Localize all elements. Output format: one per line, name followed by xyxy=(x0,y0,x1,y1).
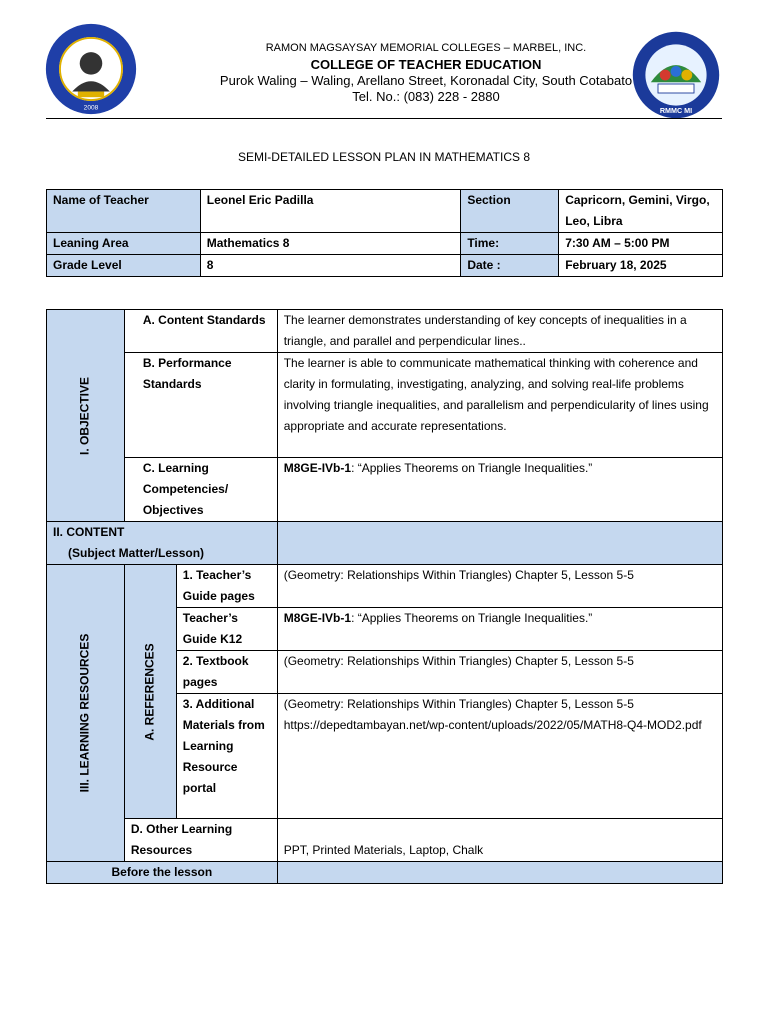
competencies-text xyxy=(277,458,722,522)
objective-heading: I. OBJECTIVE xyxy=(77,376,92,455)
objective-section xyxy=(47,310,125,522)
competencies-label: C. Learning Competencies/ Objectives xyxy=(124,458,277,522)
svg-text:RMMC MI: RMMC MI xyxy=(659,105,693,115)
teacher-value: Leonel Eric Padilla xyxy=(200,190,461,233)
references-section xyxy=(124,565,176,819)
svg-text:2008: 2008 xyxy=(83,104,99,112)
learning-area-label: Leaning Area xyxy=(47,233,201,255)
additional-materials-cell xyxy=(277,694,722,819)
header-divider xyxy=(46,118,722,119)
address: Purok Waling – Waling, Arellano Street, Koronadal City, South Cotabato xyxy=(219,73,633,88)
learning-resources-section xyxy=(47,565,125,862)
learning-area-value: Mathematics 8 xyxy=(200,233,461,255)
teachers-guide-k12-text xyxy=(277,608,722,651)
content-value xyxy=(277,522,722,565)
textbook-text: (Geometry: Relationships Within Triangles) Chapter 5, Lesson 5-5 xyxy=(277,651,722,694)
references-heading: A. REFERENCES xyxy=(142,642,157,741)
textbook-label: 2. Textbook pages xyxy=(176,651,277,694)
k12-code: M8GE-IVb-1 xyxy=(283,611,352,625)
other-resources-label xyxy=(124,819,277,862)
content-heading-cell xyxy=(47,522,278,565)
teacher-info-table xyxy=(46,189,723,277)
other-resources-label-text: D. Other Learning Resources xyxy=(130,822,233,857)
time-value: 7:30 AM – 5:00 PM xyxy=(559,233,723,255)
teachers-guide-text: (Geometry: Relationships Within Triangles) Chapter 5, Lesson 5-5 xyxy=(277,565,722,608)
performance-standards-text: The learner is able to communicate mathematical thinking with coherence and clarity in formulating, investigating, analyzing, and solving real-life problems involving triangle inequalities, and parallelism and perpendicularity of lines using appropriate and accurate representations. xyxy=(277,353,722,458)
before-lesson-label: Before the lesson xyxy=(47,862,278,884)
grade-level-label: Grade Level xyxy=(47,255,201,277)
telephone: Tel. No.: (083) 228 - 2880 xyxy=(352,89,500,104)
teachers-guide-k12-label: Teacher’s Guide K12 xyxy=(176,608,277,651)
content-heading: II. CONTENT xyxy=(53,525,125,539)
k12-description: : “Applies Theorems on Triangle Inequalities.” xyxy=(351,611,593,625)
college-name: COLLEGE OF TEACHER EDUCATION xyxy=(310,57,542,72)
teacher-label: Name of Teacher xyxy=(47,190,201,233)
section-label: Section xyxy=(461,190,559,233)
lesson-plan-table xyxy=(46,309,723,884)
additional-materials-label: 3. Additional Materials from Learning Resource portal xyxy=(176,694,277,819)
document-title: SEMI-DETAILED LESSON PLAN IN MATHEMATICS 8 xyxy=(237,150,531,164)
institution-name: RAMON MAGSAYSAY MEMORIAL COLLEGES – MARBEL, INC. xyxy=(265,42,587,54)
content-standards-label: A. Content Standards xyxy=(124,310,277,353)
date-value: February 18, 2025 xyxy=(559,255,723,277)
content-standards-text: The learner demonstrates understanding of key concepts of inequalities in a triangle, and parallel and perpendicular lines.. xyxy=(277,310,722,353)
performance-standards-label: B. Performance Standards xyxy=(124,353,277,458)
grade-level-value: 8 xyxy=(200,255,461,277)
section-value: Capricorn, Gemini, Virgo, Leo, Libra xyxy=(559,190,723,233)
additional-materials-link[interactable]: https://depedtambayan.net/wp-content/uploads/2022/05/MATH8-Q4-MOD2.pdf xyxy=(283,718,702,732)
additional-materials-text: (Geometry: Relationships Within Triangles) Chapter 5, Lesson 5-5 xyxy=(283,697,634,711)
time-label: Time: xyxy=(461,233,559,255)
before-lesson-value xyxy=(277,862,722,884)
learning-resources-heading: III. LEARNING RESOURCES xyxy=(77,633,92,793)
letterhead xyxy=(120,40,732,105)
other-resources-text: PPT, Printed Materials, Laptop, Chalk xyxy=(277,819,722,862)
date-label: Date : xyxy=(461,255,559,277)
competency-description: : “Applies Theorems on Triangle Inequalities.” xyxy=(351,461,593,475)
competency-code: M8GE-IVb-1 xyxy=(283,461,352,475)
content-subheading: (Subject Matter/Lesson) xyxy=(68,546,205,560)
teachers-guide-label: 1. Teacher’s Guide pages xyxy=(176,565,277,608)
